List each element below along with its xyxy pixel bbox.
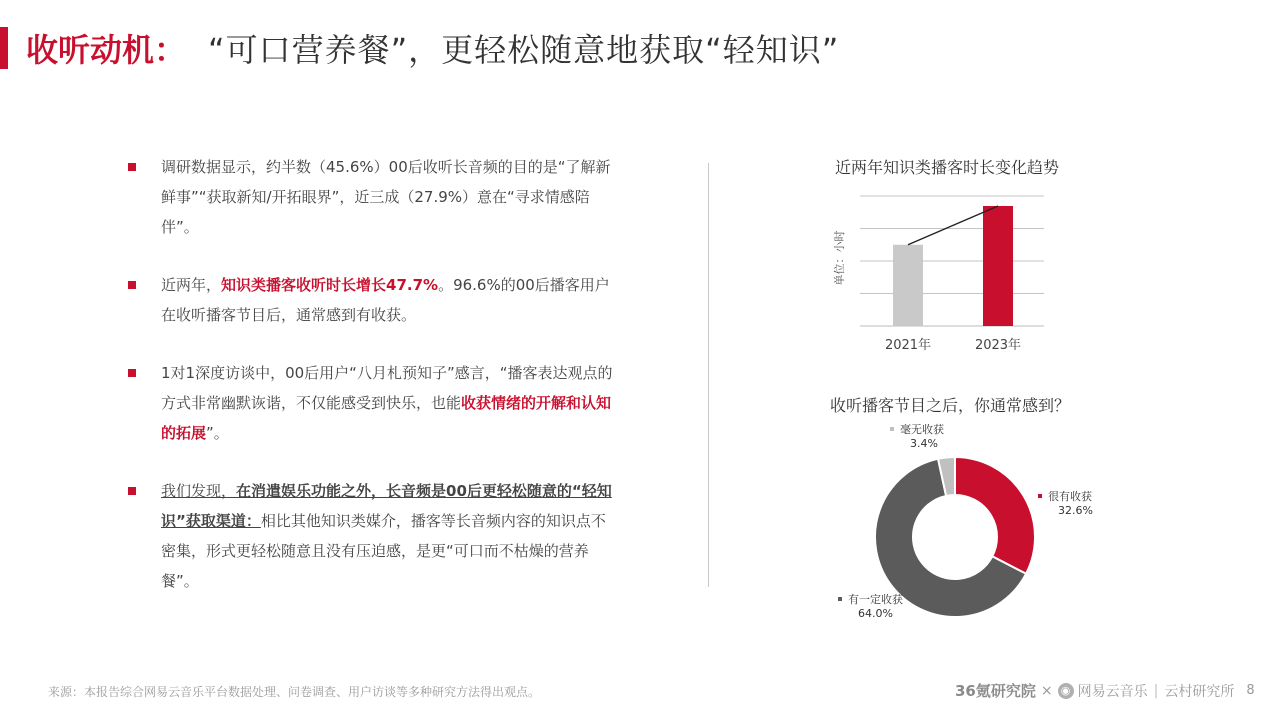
bar-chart	[826, 180, 1066, 370]
bullet-item	[128, 152, 618, 242]
bullet-text: 近两年，	[161, 276, 222, 294]
bullet-square-icon	[128, 281, 136, 289]
bullet-highlight: 知识类播客收听时长增长47.7%	[221, 276, 439, 294]
bullet-text: 。96.6%的00后播客用户在收听播客节目后，通常感到有收获。	[161, 276, 610, 324]
bullet-square-icon	[128, 163, 136, 171]
bar-mark	[893, 245, 923, 326]
donut-slice-label: 很有收获	[1048, 490, 1092, 503]
donut-slice	[955, 457, 1035, 574]
bullet-list	[128, 152, 618, 624]
title-accent-bar	[0, 27, 8, 69]
donut-slice-label: 有一定收获	[848, 593, 903, 606]
bullet-item	[128, 476, 618, 596]
bullet-highlight: 收获情绪的开解和认知的拓展	[161, 394, 612, 442]
donut-chart-title: 收听播客节目之后，你通常感到？	[830, 396, 1071, 415]
bar-chart-title: 近两年知识类播客时长变化趋势	[835, 158, 1060, 177]
bar-tick-label: 2023年	[974, 338, 1022, 353]
bullet-square-icon	[128, 487, 136, 495]
bullet-item	[128, 358, 618, 448]
donut-slice-value: 64.0%	[858, 607, 893, 620]
bullet-bold: 在消遣娱乐功能之外，长音频是00后更轻松随意的“轻知识”获取渠道：	[161, 482, 612, 530]
title-main: “可口营养餐”，更轻松随意地获取“轻知识”	[208, 31, 840, 69]
donut-slice-value: 3.4%	[910, 437, 938, 450]
page-number: 8	[1246, 683, 1255, 698]
bullet-square-icon	[128, 369, 136, 377]
footer-source: 来源：本报告综合网易云音乐平台数据处理、问卷调查、用户访谈等多种研究方法得出观点。	[48, 685, 541, 699]
brand-separator: |	[1153, 682, 1159, 699]
donut-slice-value: 32.6%	[1058, 504, 1093, 517]
brand-36kr: 36氪研究院	[955, 682, 1036, 700]
donut-slice-label: 毫无收获	[900, 423, 944, 436]
bullet-text: 调研数据显示，约半数（45.6%）00后收听长音频的目的是“了解新鲜事”“获取新知/开拓眼界”，近三成（27.9%）意在“寻求情感陪伴”。	[161, 158, 611, 236]
donut-chart	[800, 420, 1110, 620]
brand-yuncun: 云村研究所	[1164, 683, 1235, 700]
donut-legend-marker	[890, 427, 894, 431]
footer-brand	[955, 680, 1255, 701]
brand-times: ×	[1040, 682, 1053, 699]
bar-y-axis-label: 单位：小时	[833, 230, 846, 286]
donut-legend-marker	[838, 597, 842, 601]
divider	[708, 163, 709, 587]
bullet-text: 1对1深度访谈中，00后用户“八月札预知子”感言，“播客表达观点的方式非常幽默诙谐，不仅能感受到快乐，也能	[161, 364, 613, 412]
page-title	[26, 24, 839, 72]
bar-tick-label: 2021年	[884, 338, 932, 353]
title-label: 收听动机：	[26, 31, 187, 69]
bullet-text: 相比其他知识类媒介，播客等长音频内容的知识点不密集，形式更轻松随意且没有压迫感，是更“可口而不枯燥的营养餐”。	[161, 512, 606, 590]
bullet-text: ”。	[206, 424, 229, 442]
bullet-text: 我们发现，	[161, 482, 237, 500]
netease-music-icon: ◉	[1058, 683, 1074, 699]
donut-legend-marker	[1038, 494, 1042, 498]
bullet-item	[128, 270, 618, 330]
bar-mark	[983, 206, 1013, 326]
brand-netease: 网易云音乐	[1077, 683, 1148, 700]
